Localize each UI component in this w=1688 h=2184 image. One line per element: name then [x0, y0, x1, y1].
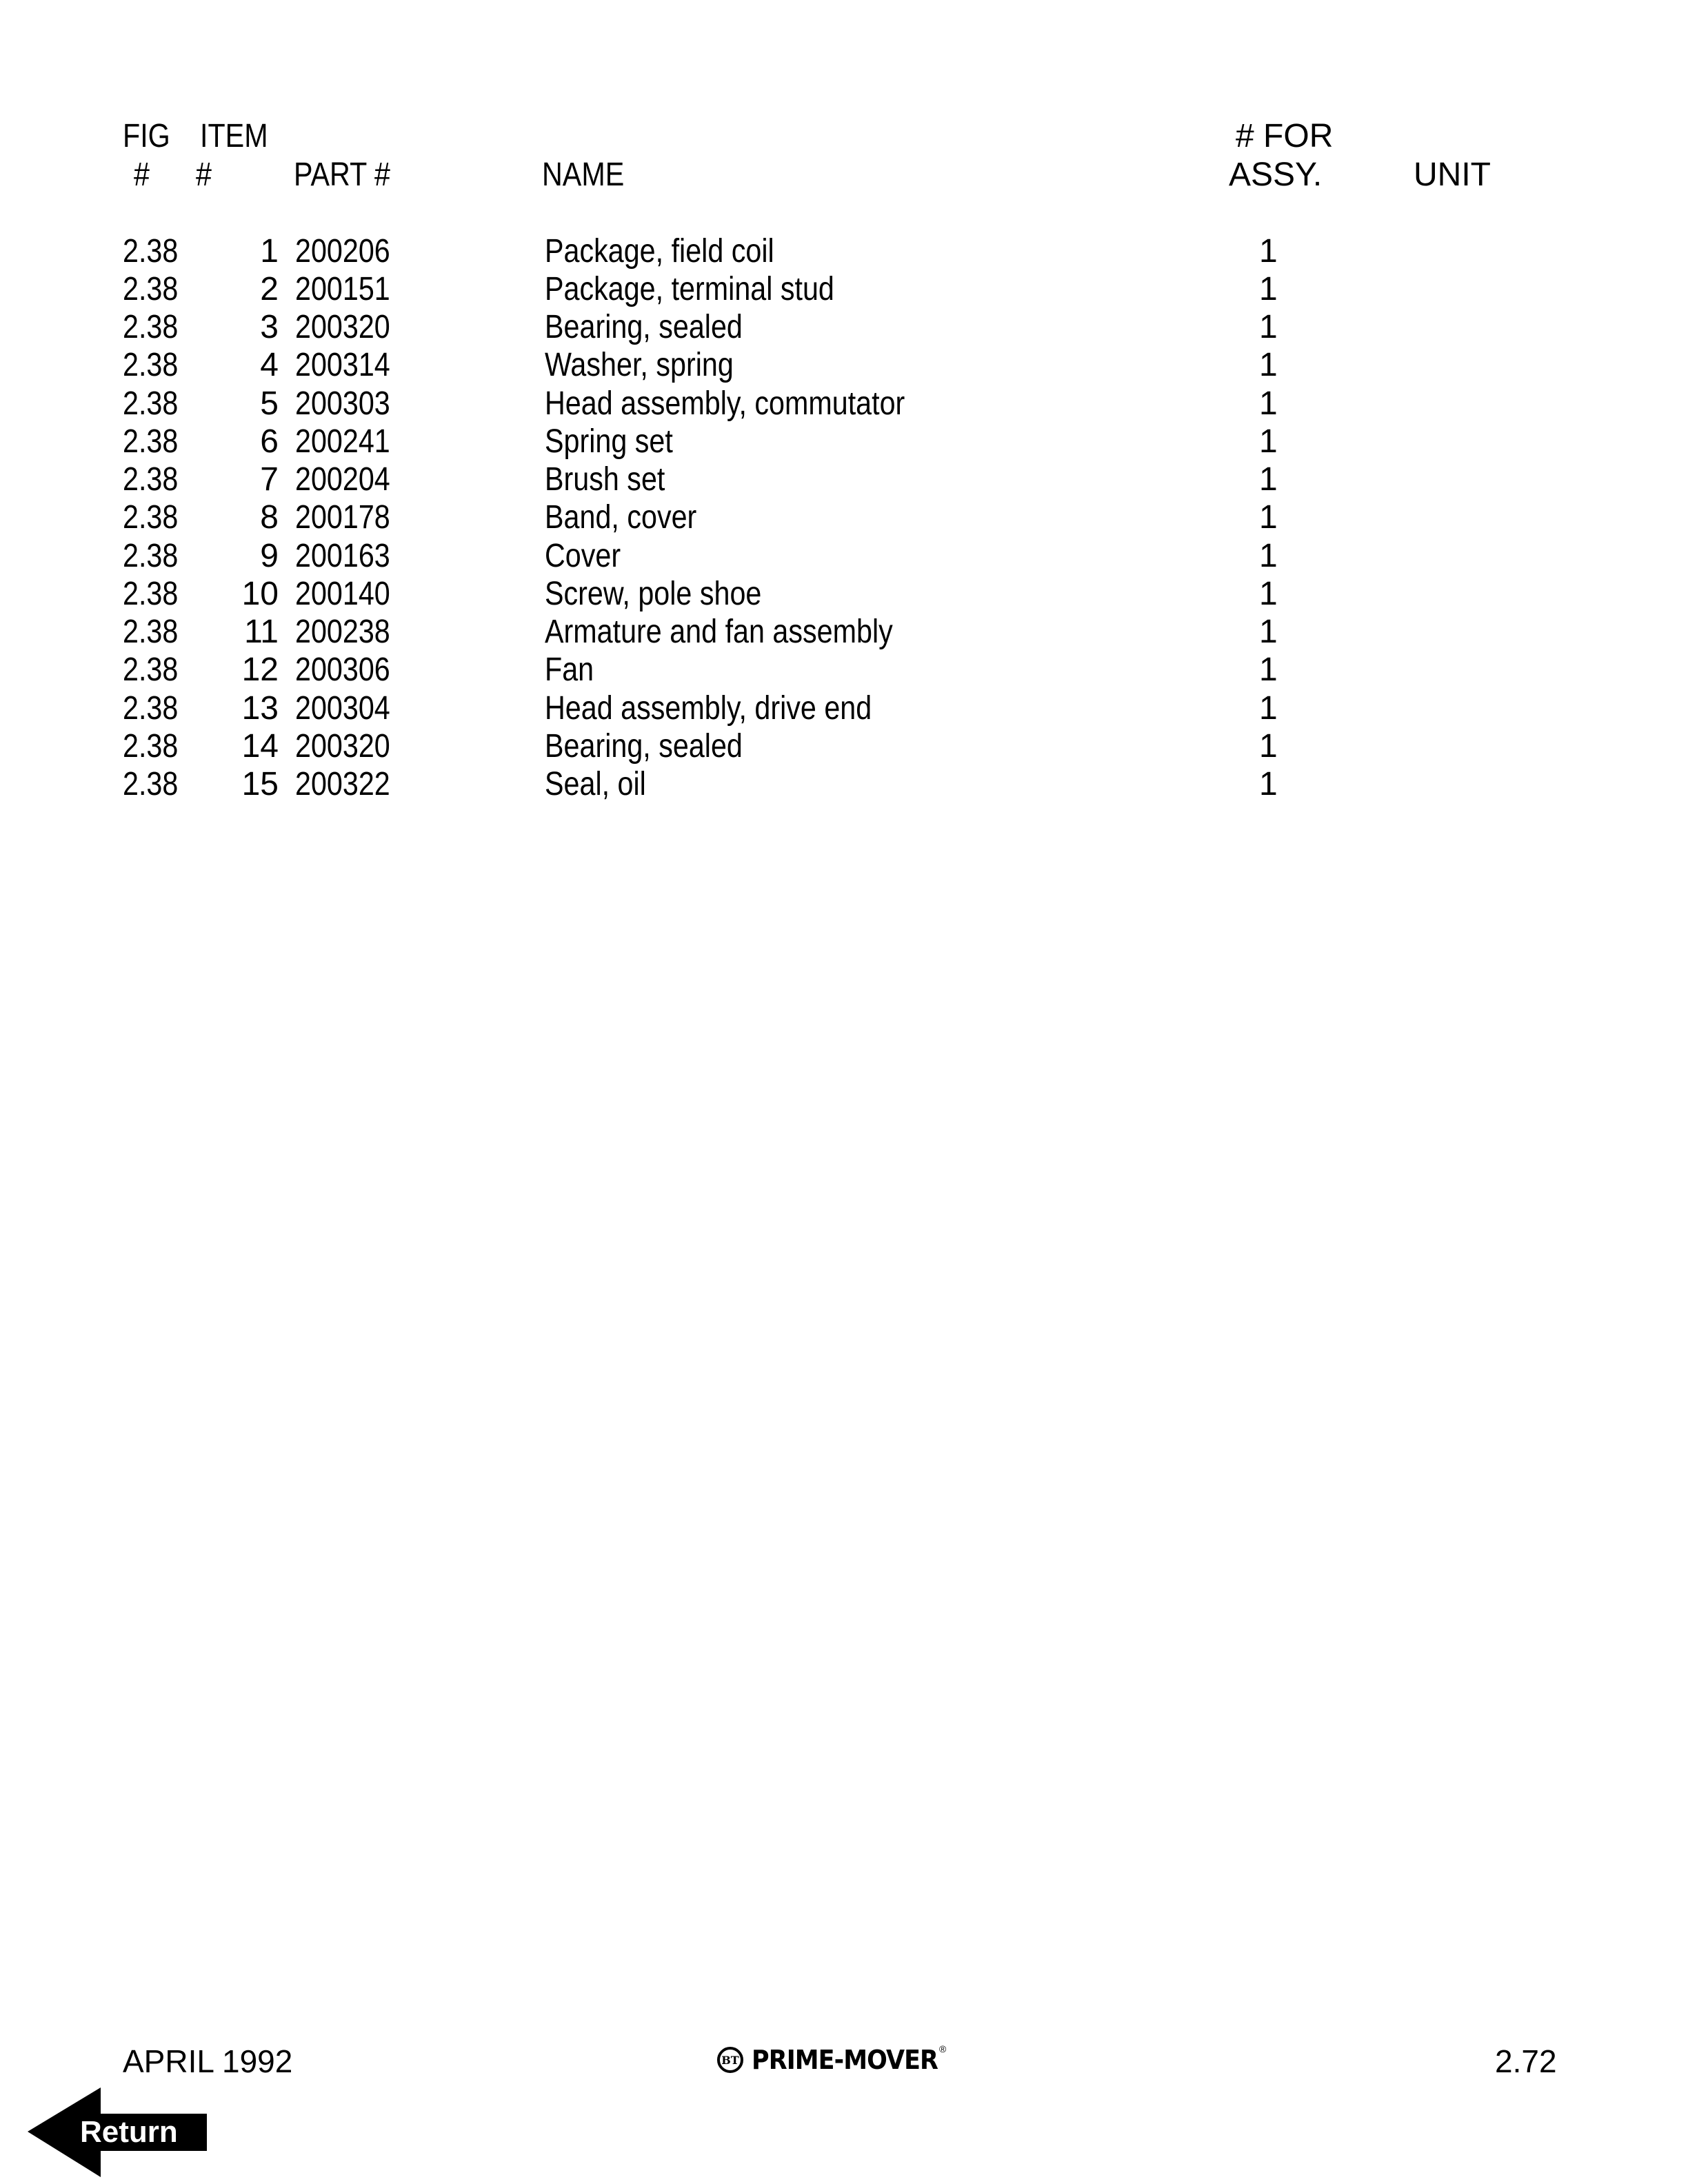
cell-name [545, 308, 775, 347]
name-value: Head assembly, commutator [545, 385, 905, 422]
header-name-label: NAME [542, 156, 625, 193]
cell-part [295, 232, 405, 271]
part-value: 200304 [295, 690, 390, 727]
cell-part [295, 461, 405, 499]
cell-qty [1259, 765, 1278, 804]
name-value: Seal, oil [545, 766, 646, 802]
cell-item [207, 308, 279, 347]
qty-value: 1 [1259, 309, 1278, 345]
fig-value: 2.38 [123, 271, 179, 307]
cell-fig [123, 613, 187, 651]
return-button[interactable] [28, 2087, 211, 2177]
item-value: 6 [260, 423, 279, 460]
return-label: Return [80, 2115, 178, 2149]
header-part-label: PART # [294, 156, 390, 193]
qty-value: 1 [1259, 538, 1278, 574]
part-value: 200314 [295, 347, 390, 383]
fig-value: 2.38 [123, 614, 179, 650]
header-item-label: ITEM [200, 118, 268, 154]
cell-name [545, 232, 812, 271]
part-value: 200206 [295, 233, 390, 270]
part-value: 200140 [295, 576, 390, 612]
qty-value: 1 [1259, 614, 1278, 650]
cell-fig [123, 727, 187, 766]
part-value: 200322 [295, 766, 390, 802]
cell-name [545, 765, 663, 804]
name-value: Washer, spring [545, 347, 734, 383]
header-name [542, 156, 638, 194]
cell-name [545, 689, 925, 728]
cell-item [207, 689, 279, 728]
cell-name [545, 498, 721, 537]
part-value: 200320 [295, 309, 390, 345]
header-fig-label: FIG [123, 118, 170, 154]
cell-fig [123, 423, 187, 461]
table-row [0, 575, 1688, 614]
part-value: 200204 [295, 461, 390, 498]
item-value: 3 [260, 309, 279, 345]
cell-part [295, 423, 405, 461]
cell-name [545, 613, 950, 651]
cell-name [545, 270, 881, 309]
table-row [0, 232, 1688, 271]
cell-item [207, 575, 279, 614]
qty-value: 1 [1259, 461, 1278, 498]
cell-item [207, 613, 279, 651]
cell-qty [1259, 575, 1278, 614]
name-value: Spring set [545, 423, 673, 460]
table-row [0, 689, 1688, 728]
part-value: 200238 [295, 614, 390, 650]
name-value: Fan [545, 651, 594, 688]
cell-name [545, 727, 775, 766]
cell-qty [1259, 613, 1278, 651]
name-value: Bearing, sealed [545, 309, 743, 345]
qty-value: 1 [1259, 690, 1278, 727]
cell-item [207, 270, 279, 309]
table-row [0, 423, 1688, 461]
item-value: 10 [241, 576, 279, 612]
part-value: 200303 [295, 385, 390, 422]
header-for-label: # FOR [1236, 118, 1334, 154]
cell-item [207, 461, 279, 499]
qty-value: 1 [1259, 385, 1278, 422]
table-row [0, 651, 1688, 689]
header-assy-label: ASSY. [1229, 156, 1323, 193]
cell-item [207, 498, 279, 537]
cell-item [207, 232, 279, 271]
part-value: 200320 [295, 728, 390, 765]
name-value: Armature and fan assembly [545, 614, 893, 650]
fig-value: 2.38 [123, 309, 179, 345]
registered-mark: ® [939, 2043, 947, 2054]
header-item [200, 117, 279, 156]
cell-item [207, 346, 279, 385]
table-row [0, 727, 1688, 766]
cell-item [207, 727, 279, 766]
cell-qty [1259, 727, 1278, 766]
cell-part [295, 346, 405, 385]
item-value: 9 [260, 538, 279, 574]
table-row [0, 461, 1688, 499]
cell-qty [1259, 308, 1278, 347]
cell-qty [1259, 346, 1278, 385]
item-value: 12 [241, 651, 279, 688]
cell-name [545, 461, 685, 499]
cell-fig [123, 385, 187, 423]
cell-part [295, 689, 405, 728]
fig-value: 2.38 [123, 766, 179, 802]
qty-value: 1 [1259, 347, 1278, 383]
cell-qty [1259, 232, 1278, 271]
bt-badge-icon: BT [717, 2047, 743, 2073]
cell-item [207, 385, 279, 423]
part-value: 200241 [295, 423, 390, 460]
cell-item [207, 651, 279, 689]
header-part [294, 156, 406, 194]
qty-value: 1 [1259, 651, 1278, 688]
cell-fig [123, 270, 187, 309]
part-value: 200163 [295, 538, 390, 574]
qty-value: 1 [1259, 728, 1278, 765]
name-value: Band, cover [545, 499, 697, 536]
table-row [0, 765, 1688, 804]
header-assy [1229, 156, 1322, 194]
cell-qty [1259, 270, 1278, 309]
cell-fig [123, 651, 187, 689]
cell-name [545, 537, 633, 576]
item-value: 14 [241, 728, 279, 765]
name-value: Package, field coil [545, 233, 774, 270]
header-for [1236, 117, 1333, 156]
name-value: Brush set [545, 461, 665, 498]
cell-part [295, 498, 405, 537]
qty-value: 1 [1259, 576, 1278, 612]
header-fig-num-label: # [134, 156, 150, 193]
cell-fig [123, 461, 187, 499]
cell-qty [1259, 498, 1278, 537]
qty-value: 1 [1259, 233, 1278, 270]
cell-fig [123, 232, 187, 271]
header-fig-num [134, 156, 152, 194]
table-row [0, 270, 1688, 309]
cell-part [295, 651, 405, 689]
cell-fig [123, 537, 187, 576]
item-value: 4 [260, 347, 279, 383]
cell-fig [123, 308, 187, 347]
header-item-num-label: # [196, 156, 212, 193]
fig-value: 2.38 [123, 499, 179, 536]
fig-value: 2.38 [123, 690, 179, 727]
name-value: Cover [545, 538, 621, 574]
qty-value: 1 [1259, 766, 1278, 802]
cell-part [295, 537, 405, 576]
cell-item [207, 765, 279, 804]
cell-part [295, 270, 405, 309]
cell-name [545, 385, 963, 423]
name-value: Package, terminal stud [545, 271, 834, 307]
name-value: Screw, pole shoe [545, 576, 762, 612]
table-row [0, 613, 1688, 651]
cell-qty [1259, 461, 1278, 499]
part-value: 200178 [295, 499, 390, 536]
cell-fig [123, 689, 187, 728]
part-value: 200151 [295, 271, 390, 307]
cell-part [295, 308, 405, 347]
cell-part [295, 575, 405, 614]
table-row [0, 308, 1688, 347]
cell-qty [1259, 651, 1278, 689]
page-number: 2.72 [1495, 2043, 1557, 2079]
cell-qty [1259, 537, 1278, 576]
cell-name [545, 423, 694, 461]
cell-part [295, 727, 405, 766]
header-unit-label: UNIT [1414, 156, 1491, 193]
footer-date: APRIL 1992 [123, 2043, 293, 2079]
cell-fig [123, 498, 187, 537]
table-row [0, 498, 1688, 537]
cell-item [207, 423, 279, 461]
header-fig [123, 117, 178, 156]
qty-value: 1 [1259, 423, 1278, 460]
fig-value: 2.38 [123, 233, 179, 270]
item-value: 15 [241, 766, 279, 802]
cell-qty [1259, 423, 1278, 461]
item-value: 1 [260, 233, 279, 270]
fig-value: 2.38 [123, 651, 179, 688]
fig-value: 2.38 [123, 728, 179, 765]
cell-fig [123, 575, 187, 614]
fig-value: 2.38 [123, 576, 179, 612]
table-row [0, 346, 1688, 385]
name-value: Bearing, sealed [545, 728, 743, 765]
cell-item [207, 537, 279, 576]
item-value: 8 [260, 499, 279, 536]
table-row [0, 385, 1688, 423]
fig-value: 2.38 [123, 347, 179, 383]
cell-qty [1259, 689, 1278, 728]
cell-qty [1259, 385, 1278, 423]
part-value: 200306 [295, 651, 390, 688]
item-value: 11 [244, 614, 279, 650]
header-item-num [196, 156, 214, 194]
cell-part [295, 765, 405, 804]
header-unit [1414, 156, 1491, 194]
fig-value: 2.38 [123, 385, 179, 422]
cell-fig [123, 346, 187, 385]
name-value: Head assembly, drive end [545, 690, 872, 727]
cell-fig [123, 765, 187, 804]
cell-name [545, 575, 797, 614]
item-value: 13 [241, 690, 279, 727]
qty-value: 1 [1259, 499, 1278, 536]
prime-mover-logo [717, 2045, 954, 2075]
cell-part [295, 613, 405, 651]
fig-value: 2.38 [123, 461, 179, 498]
item-value: 2 [260, 271, 279, 307]
fig-value: 2.38 [123, 423, 179, 460]
item-value: 7 [260, 461, 279, 498]
table-row [0, 537, 1688, 576]
item-value: 5 [260, 385, 279, 422]
cell-name [545, 651, 602, 689]
cell-name [545, 346, 764, 385]
cell-part [295, 385, 405, 423]
qty-value: 1 [1259, 271, 1278, 307]
logo-text: PRIME-MOVER [752, 2045, 938, 2075]
fig-value: 2.38 [123, 538, 179, 574]
